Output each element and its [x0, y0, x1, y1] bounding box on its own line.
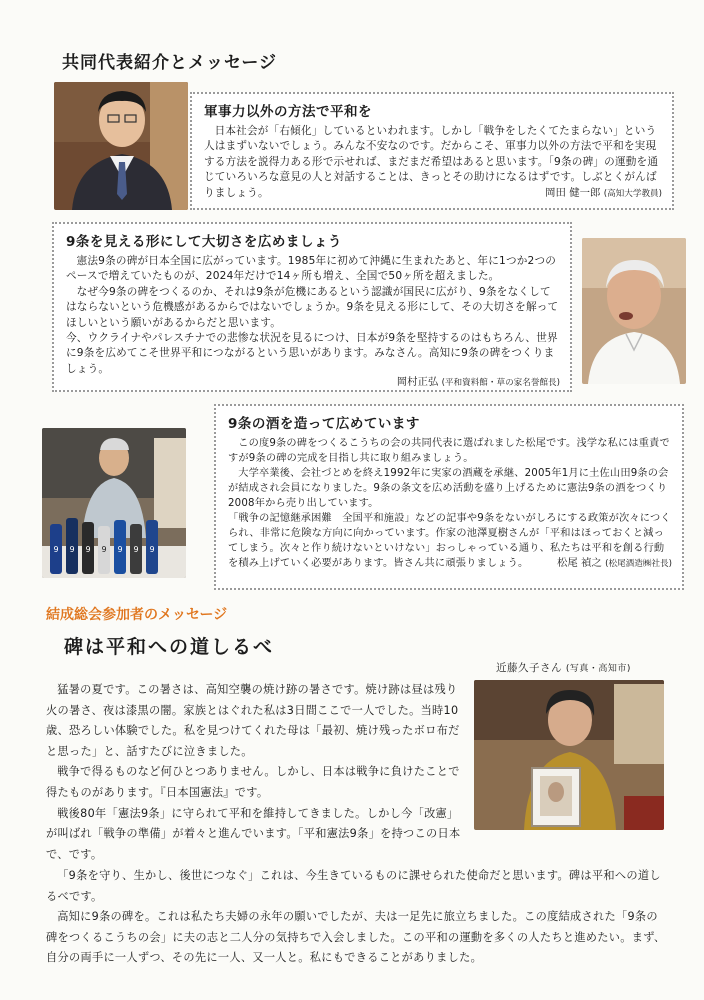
- box-title: 9条を見える形にして大切さを広めましょう: [66, 234, 342, 250]
- box-paragraph: なぜ今9条の碑をつくるのか、それは9条が危機にあるという認識が国民に広がり、9条をなくしてはならないという危機感があるからではないでしょうか。9条を見える形にして、その大切さを解ってほしいという願いがあるからだと思います。: [66, 285, 559, 329]
- sake-label: 9: [117, 545, 123, 554]
- box-title: 9条の酒を造って広めています: [228, 416, 420, 432]
- box-paragraph: 憲法9条の碑が日本全国に広がっています。1985年に初めて沖縄に生まれたあと、年に1つか2つのペースで増えていたものが、2024年だけで14ヶ所も増え、全国で50ヶ所を超えました。: [66, 255, 557, 283]
- message-box-okada: [190, 92, 674, 210]
- main-title: 碑は平和への道しるべ: [64, 636, 275, 658]
- box-paragraph: 大学卒業後、会社づとめを終え1992年に実家の酒蔵を承継、2005年1月に土佐山田9条の会が結成され会員になりました。9条の条文を広め活動を盛り上げるために憲法9条の酒をつくり2008年から売り出しています。: [228, 468, 669, 509]
- box-paragraph: 「戦争の記憶継承困難 全国平和施設」などの記事や9条をないがしろにする政策が次々につくられ、非常に危険な方向に向かっています。作家の池澤夏樹さんが「平和はほっておくと減ってしまう。次々と作り続けないといけない」おっしゃっている通り、私たちは平和を創る行動を積み上げていく必要があります。皆さん共に頑張りましょう。: [228, 513, 671, 569]
- sake-label: 9: [85, 545, 91, 554]
- body-paragraph: 猛暑の夏です。この暑さは、高知空襲の焼け跡の暑さです。焼け跡は昼は残り火の暑さ、夜は漆黒の闇。家族とはぐれた私は3日間ここで一人でした。当時10歳、恐ろしい体験でした。私を見つけてくれた母は「最初、焼け残ったボロ布だと思った」と、話すたびに泣きました。: [46, 683, 460, 758]
- box-paragraph: この度9条の碑をつくるこうちの会の共同代表に選ばれました松尾です。浅学な私には重責ですが9条の碑の完成を目指し共に取り組みましょう。: [228, 438, 670, 464]
- sake-label: 9: [101, 545, 107, 554]
- box-paragraph: 日本社会が「右傾化」しているといわれます。しかし「戦争をしたくてたまらない」という人はまずいないでしょう。みんな不安なのです。だからこそ、軍事力以外の方法で平和を実現する方法を説得力ある形で示せれば、まだまだ希望はあると思います。「9条の碑」の運動を通じていろいろな意見の人と対話することは、きっとその助けになるはずです。しぶとくがんばりましょう。: [204, 125, 659, 199]
- box-title: 軍事力以外の方法で平和を: [204, 104, 372, 120]
- matsuo-photo: [42, 428, 186, 578]
- message-box-matsuo: [214, 404, 684, 590]
- okada-photo: [54, 82, 188, 210]
- body-paragraph: 戦争で得るものなど何ひとつありません。しかし、日本は戦争に負けたことで得たものがあります。『日本国憲法』です。: [46, 765, 460, 799]
- body-paragraph: 高知に9条の碑を。これは私たち夫婦の永年の願いでしたが、夫は一足先に旅立ちました。この度結成された「9条の碑をつくるこうちの会」に夫の志と二人分の気持ちで入会しました。この平和の運動を多くの人たちと進めたい。まず、自分の両手に一人ずつ、その先に一人、又一人と。私にもできることがありました。: [46, 910, 666, 965]
- message-text-wide: [46, 866, 668, 969]
- signature: 岡田 健一郎 (高知大学教員): [545, 187, 662, 200]
- signature: 松尾 禎之 (松尾酒造㈱社長): [556, 557, 672, 569]
- section-title: 共同代表紹介とメッセージ: [62, 53, 277, 73]
- sake-label: 9: [53, 545, 59, 554]
- body-paragraph: 戦後80年「憲法9条」に守られて平和を維持してきました。しかし今「改憲」が叫ばれ「戦争の準備」が着々と進んでいます。「平和憲法9条」を持つこの日本で、です。: [46, 806, 461, 861]
- message-box-okamura: [52, 222, 572, 392]
- signature: 岡村正弘 (平和資料館・草の家名誉館長): [396, 376, 560, 389]
- sake-label: 9: [69, 545, 75, 554]
- sake-label: 9: [149, 545, 155, 554]
- body-paragraph: 「9条を守り、生かし、後世につなぐ」これは、今生きているものに課せられた使命だと思います。碑は平和への道しるべです。: [46, 869, 661, 903]
- message-text-narrow: [46, 680, 466, 865]
- attendee-section-title: 結成総会参加者のメッセージ: [46, 607, 228, 623]
- box-paragraph: 今、ウクライナやパレスチナでの悲惨な状況を見るにつけ、日本が9条を堅持するのはもちろん、世界に9条を広めてこそ世界平和につながるという思いがあります。みなさん。高知に9条の碑をつくりましょう。: [66, 332, 558, 375]
- okamura-photo: [582, 238, 686, 384]
- photo-caption: 近藤久子さん (写真・高知市): [496, 662, 631, 674]
- sake-label: 9: [133, 545, 139, 554]
- kondo-photo: [474, 680, 664, 830]
